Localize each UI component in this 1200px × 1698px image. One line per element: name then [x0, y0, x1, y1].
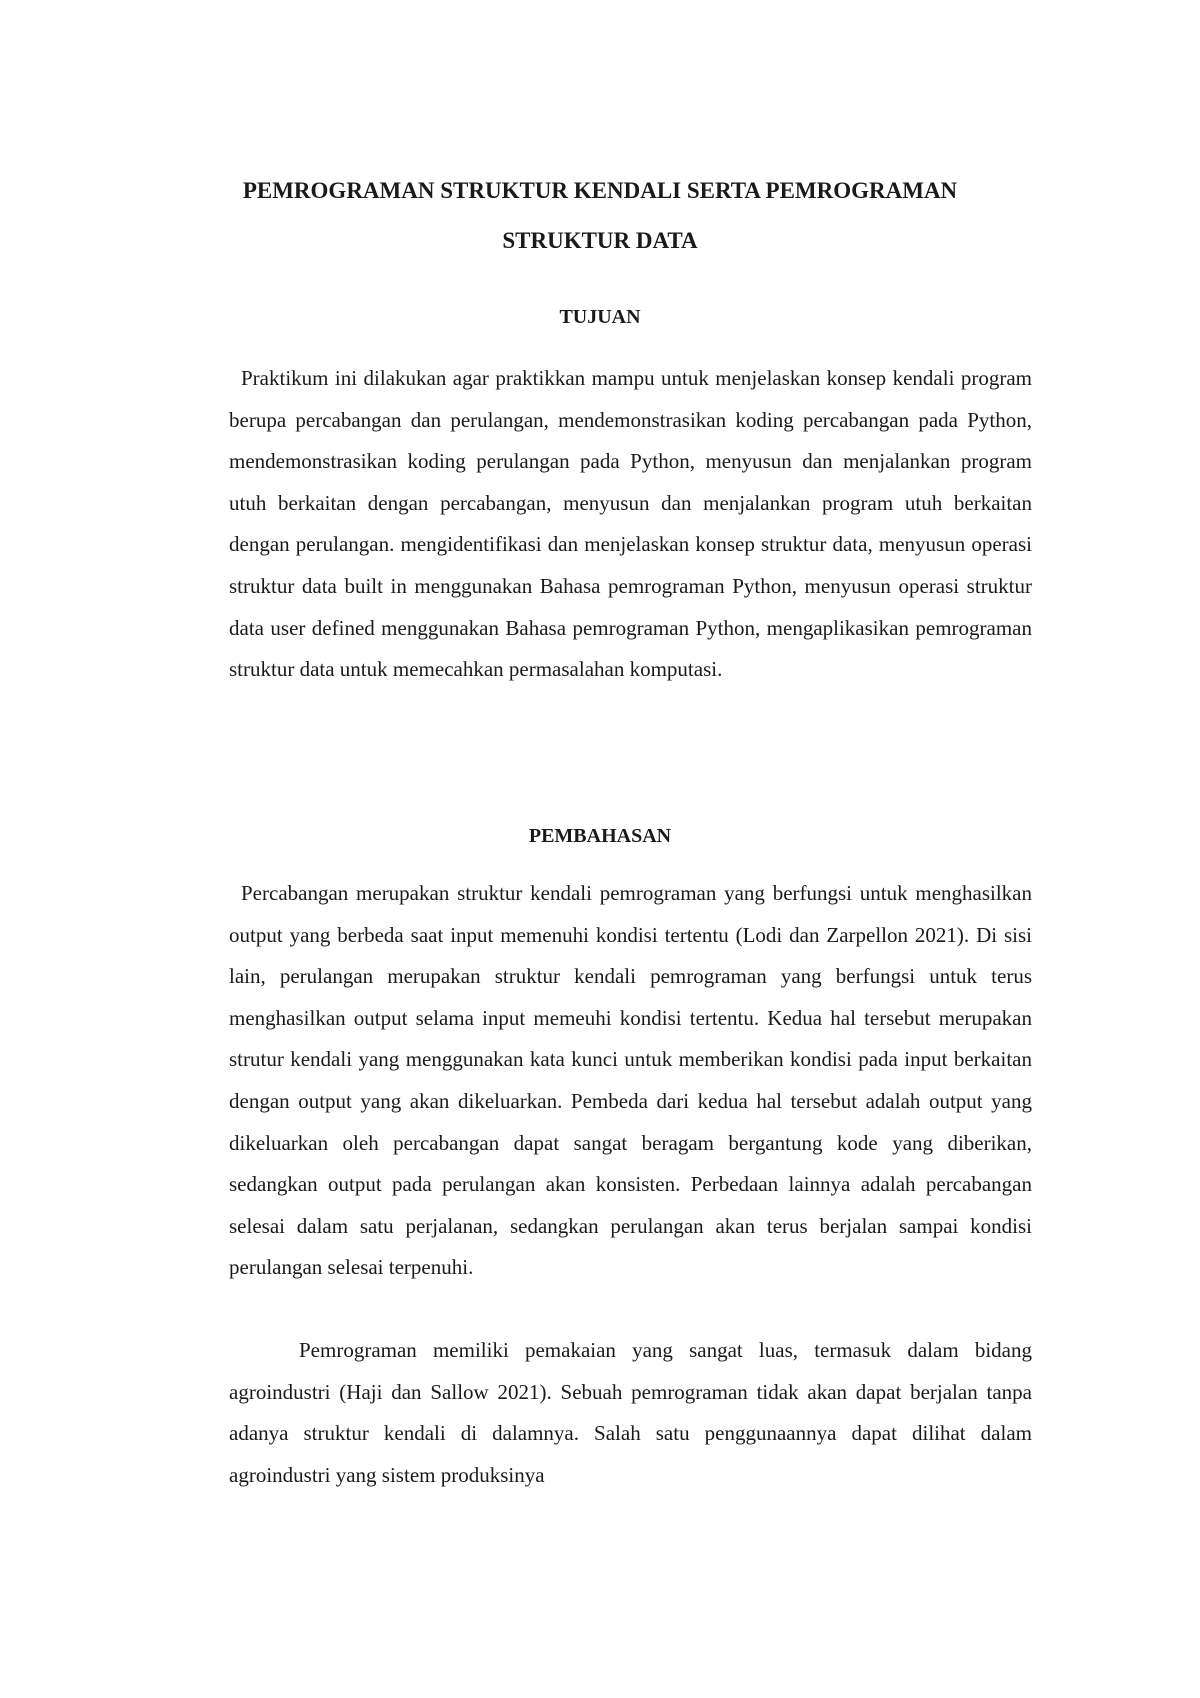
paragraph-tujuan: Praktikum ini dilakukan agar praktikkan mampu untuk menjelaskan konsep kendali program berupa percabangan dan perulangan, mendemonstrasikan koding percabangan pada Python, mendemonstrasikan koding perulangan pada Python, menyusun dan menjalankan program utuh berkaitan dengan percabangan, menyusun dan menjalankan program utuh berkaitan dengan perulangan. mengidentifikasi dan menjelaskan konsep struktur data, menyusun operasi struktur data built in menggunakan Bahasa pemrograman Python, menyusun operasi struktur data user defined menggunakan Bahasa pemrograman Python, mengaplikasikan pemrograman struktur data untuk memecahkan permasalahan komputasi.: [229, 366, 1032, 682]
document-title: [0, 166, 1200, 266]
paragraph-pembahasan-2: Pemrograman memiliki pemakaian yang sangat luas, termasuk dalam bidang agroindustri (Haji dan Sallow 2021). Sebuah pemrograman tidak akan dapat berjalan tanpa adanya struktur kendali di dalamnya. Salah satu penggunaannya dapat dilihat dalam agroindustri yang sistem produksinya: [229, 1338, 1032, 1487]
document-title-line1: PEMROGRAMAN STRUKTUR KENDALI SERTA PEMROGRAMAN: [242, 178, 958, 203]
paragraph-pembahasan-1: Percabangan merupakan struktur kendali pemrograman yang berfungsi untuk menghasilkan output yang berbeda saat input memenuhi kondisi tertentu (Lodi dan Zarpellon 2021). Di sisi lain, perulangan merupakan struktur kendali pemrograman yang berfungsi untuk terus menghasilkan output selama input memeuhi kondisi tertentu. Kedua hal tersebut merupakan strutur kendali yang menggunakan kata kunci untuk memberikan kondisi pada input berkaitan dengan output yang akan dikeluarkan. Pembeda dari kedua hal tersebut adalah output yang dikeluarkan oleh percabangan dapat sangat beragam bergantung kode yang diberikan, sedangkan output pada perulangan akan konsisten. Perbedaan lainnya adalah percabangan selesai dalam satu perjalanan, sedangkan perulangan akan terus berjalan sampai kondisi perulangan selesai terpenuhi.: [229, 881, 1032, 1280]
section-heading-tujuan: TUJUAN: [559, 306, 641, 328]
section-heading-pembahasan: PEMBAHASAN: [528, 825, 672, 847]
document-title-line2: STRUKTUR DATA: [502, 228, 698, 253]
